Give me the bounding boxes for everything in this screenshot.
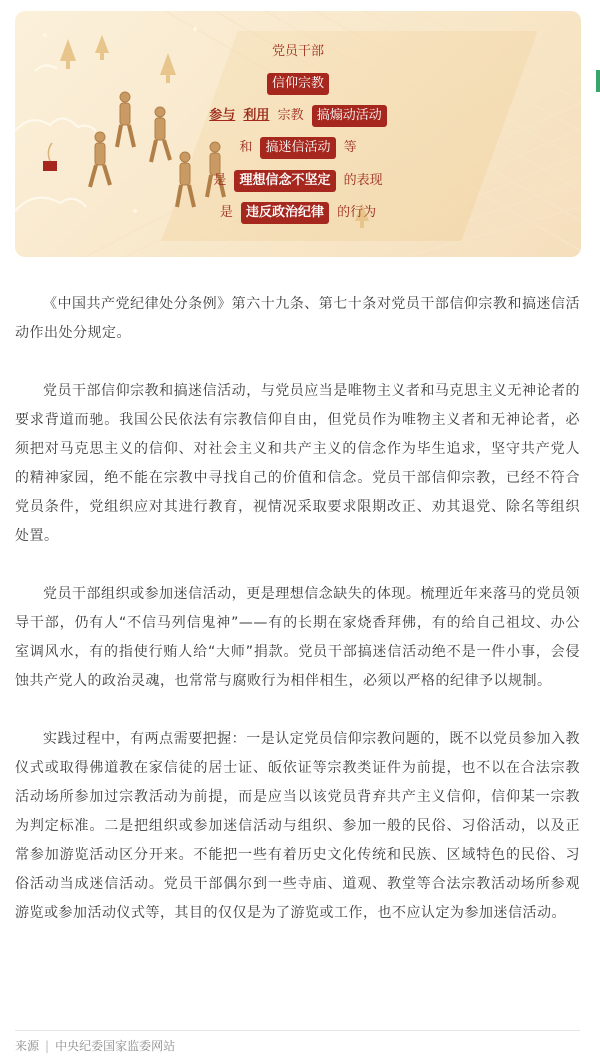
hero-line-1 [15,42,581,62]
hero-tag-superstition: 搞迷信活动 [260,137,335,159]
hero-word-manifestation: 的表现 [343,173,383,188]
paragraph-1: 《中国共产党纪律处分条例》第六十九条、第七十条对党员干部信仰宗教和搞迷信活动作出处分规定。 [15,296,580,341]
hero-word-use: 利用 [243,108,270,123]
hero-word-religion: 宗教 [277,108,304,123]
hero-word-participate: 参与 [209,108,236,123]
hero-word-etc: 等 [343,140,357,155]
hero-line-5 [15,170,581,192]
hero-line-2 [15,73,581,95]
hero-word-is-1: 是 [213,173,227,188]
hero-word-behavior: 的行为 [337,205,377,220]
paragraph-2: 党员干部信仰宗教和搞迷信活动，与党员应当是唯物主义者和马克思主义无神论者的要求背道而驰。我国公民依法有宗教信仰自由，但党员作为唯物主义者和无神论者，必须把对马克思主义的信仰、对社会主义和共产主义的信念作为毕生追求，坚守共产党人的精神家园，绝不能在宗教中寻找自己的价值和信念。党员干部信仰宗教，已经不符合党员条件，党组织应对其进行教育，视情况采取要求限期改正、劝其退党、除名等组织处置。 [15,383,580,544]
source-label: 来源 [15,1039,40,1053]
hero-tag-religion: 信仰宗教 [267,73,329,95]
hero-illustration [15,11,581,257]
paragraph-4: 实践过程中，有两点需要把握：一是认定党员信仰宗教问题的，既不以党员参加入教仪式或取得佛道教在家信徒的居士证、皈依证等宗教类证件为前提，也不以在合法宗教活动场所参加过宗教活动为前提，而是应当以该党员背弃共产主义信仰，信仰某一宗教为判定标准。二是把组织或参加迷信活动与组织、参加一般的民俗、习俗活动，以及正常参加游览活动区分开来。不能把一些有着历史文化传统和民族、区域特色的民俗、习俗活动当成迷信活动。党员干部偶尔到一些寺庙、道观、教堂等合法宗教活动场所参观游览或参加活动仪式等，其目的仅仅是为了游览或工作，也不应认定为参加迷信活动。 [15,731,580,921]
paragraph-3: 党员干部组织或参加迷信活动，更是理想信念缺失的体现。梳理近年来落马的党员领导干部，仍有人“不信马列信鬼神”——有的长期在家烧香拜佛，有的给自己祖坟、办公室调风水，有的指使行贿人给“大师”捐款。党员干部搞迷信活动绝不是一件小事，会侵蚀共产党人的政治灵魂，也常常与腐败行为相伴相生，必须以严格的纪律予以规制。 [15,586,580,689]
hero-line-6 [15,202,581,224]
hero-line-3 [15,105,581,127]
source-separator: | [45,1039,50,1053]
article-body [15,290,580,928]
source-name: 中央纪委国家监委网站 [55,1039,176,1053]
hero-line-4 [15,137,581,159]
hero-word-is-2: 是 [219,205,233,220]
hero-subject: 党员干部 [271,44,324,59]
hero-tag-discipline: 违反政治纪律 [241,202,329,224]
hero-word-and: 和 [239,140,253,155]
hero-tag-belief: 理想信念不坚定 [234,170,335,192]
source-footer [15,1030,580,1054]
scroll-edge-indicator [596,70,600,92]
hero-tag-incite: 搞煽动活动 [312,105,387,127]
